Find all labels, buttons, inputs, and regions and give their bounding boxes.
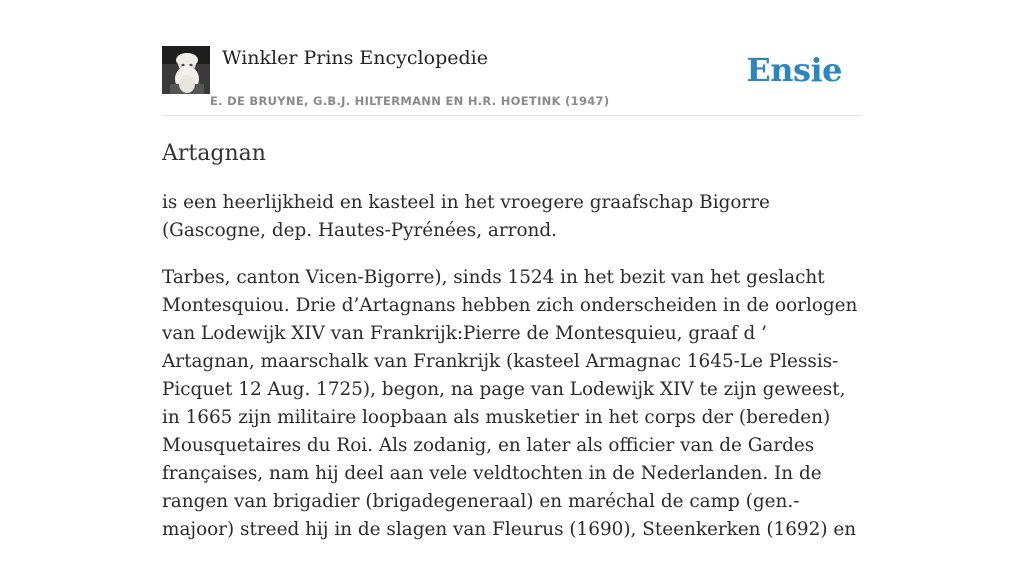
article — [162, 139, 862, 563]
article-paragraph-1: is een heerlijkheid en kasteel in het vroegere graafschap Bigorre (Gascogne, dep. Hautes-Pyrénées, arrond. — [162, 192, 770, 241]
article-title: Artagnan — [162, 141, 266, 166]
site-title[interactable]: Winkler Prins Encyclopedie — [222, 47, 488, 69]
authors-byline: E. DE BRUYNE, G.B.J. HILTERMANN EN H.R. HOETINK (1947) — [210, 94, 610, 108]
portrait-avatar-icon[interactable] — [162, 46, 210, 94]
article-paragraph-2: Tarbes, canton Vicen-Bigorre), sinds 1524 in het bezit van het geslacht Montesquiou. Drie d’Artagnans hebben zich onderscheiden in de oorlogen van Lodewijk XIV van Frankrijk:Pierre de Montesquieu, graaf d ’ Artagnan, maarschalk van Frankrijk (kasteel Armagnac 1645-Le Plessis-Picquet 12 Aug. 1725), begon, na page van Lodewijk XIV te zijn geweest, in 1665 zijn militaire loopbaan als musketier in het corps der (bereden) Mousquetaires du Roi. Als zodanig, en later als officier van de Gardes françaises, nam hij deel aan vele veldtochten in de Nederlanden. In de rangen van brigadier (brigadegeneraal) en maréchal de camp (gen.-majoor) streed hij in de slagen van Fleurus (1690), Steenkerken (1692) en — [162, 267, 858, 540]
site-header — [162, 46, 862, 116]
ensie-logo-link[interactable]: Ensie — [746, 51, 842, 89]
